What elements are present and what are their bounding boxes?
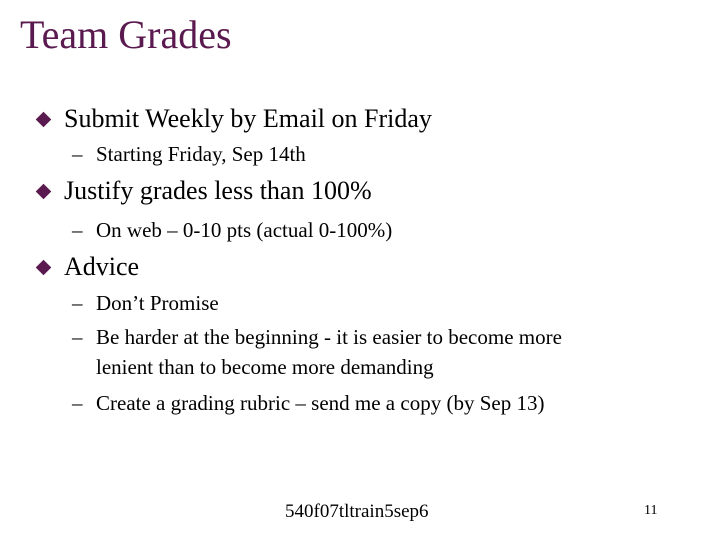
bullet-text: Submit Weekly by Email on Friday — [64, 104, 432, 133]
dash-marker: – — [72, 218, 83, 242]
slide-title: Team Grades — [20, 12, 232, 57]
sub-bullet-text: Don’t Promise — [96, 291, 219, 315]
diamond-bullet-icon — [36, 260, 52, 276]
bullet-text: Justify grades less than 100% — [64, 176, 372, 205]
sub-bullet-text: Be harder at the beginning - it is easier to become more — [96, 325, 562, 349]
page-number: 11 — [644, 503, 658, 518]
diamond-bullet-icon — [36, 184, 52, 200]
dash-marker: – — [72, 325, 83, 349]
sub-bullet-continuation: lenient than to become more demanding — [96, 355, 434, 379]
footer-text: 540f07tltrain5sep6 — [285, 501, 429, 522]
sub-bullet-text: Starting Friday, Sep 14th — [96, 142, 306, 166]
dash-marker: – — [72, 142, 83, 166]
sub-bullet-text: Create a grading rubric – send me a copy (by Sep 13) — [96, 391, 545, 415]
dash-marker: – — [72, 291, 83, 315]
sub-bullet-text: On web – 0-10 pts (actual 0-100%) — [96, 218, 393, 242]
bullet-text: Advice — [64, 252, 140, 281]
diamond-bullet-icon — [36, 112, 52, 128]
dash-marker: – — [72, 391, 83, 415]
